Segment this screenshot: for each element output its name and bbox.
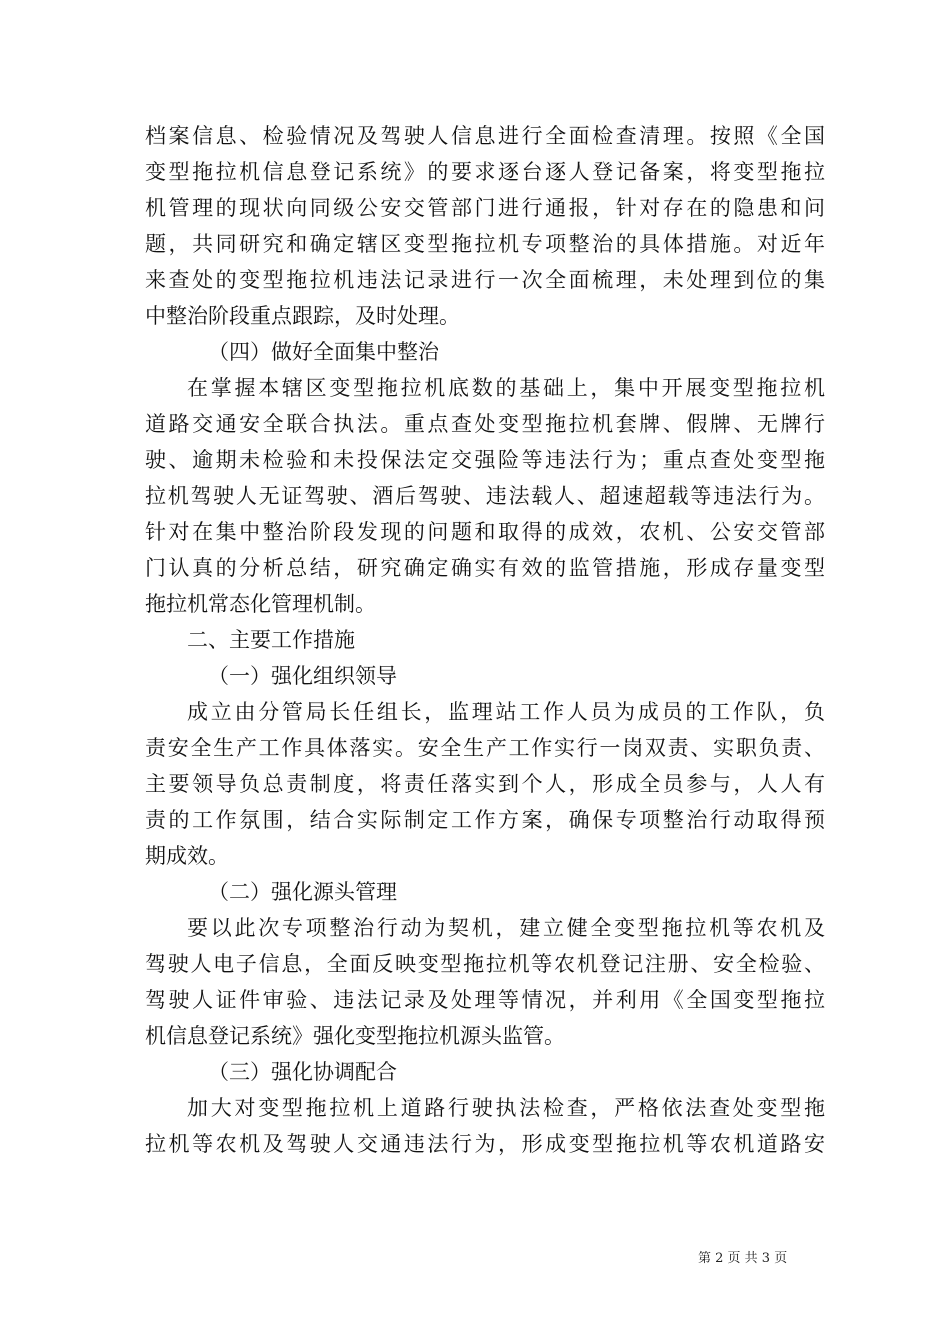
paragraph-line: 期成效。 <box>145 844 229 868</box>
paragraph-line: 来查处的变型拖拉机违法记录进行一次全面梳理，未处理到位的集 <box>145 268 825 292</box>
paragraph-line: 档案信息、检验情况及驾驶人信息进行全面检查清理。按照《全国 <box>145 124 825 148</box>
paragraph-line: 道路交通安全联合执法。重点查处变型拖拉机套牌、假牌、无牌行 <box>145 412 825 436</box>
paragraph-line: 责安全生产工作具体落实。安全生产工作实行一岗双责、实职负责、 <box>145 736 825 760</box>
paragraph-line: 拖拉机常态化管理机制。 <box>145 592 376 616</box>
paragraph-line: 驾驶人证件审验、违法记录及处理等情况，并利用《全国变型拖拉 <box>145 988 825 1012</box>
document-body <box>145 118 825 1162</box>
paragraph-line: 驾驶人电子信息，全面反映变型拖拉机等农机登记注册、安全检验、 <box>145 952 825 976</box>
page-number-footer: 第 2 页 共 3 页 <box>698 1251 788 1266</box>
paragraph-line: 题，共同研究和确定辖区变型拖拉机专项整治的具体措施。对近年 <box>145 232 825 256</box>
section-heading: （二）强化源头管理 <box>208 880 397 904</box>
paragraph-line: 成立由分管局长任组长，监理站工作人员为成员的工作队，负 <box>187 700 825 724</box>
paragraph-line: 拉机驾驶人无证驾驶、酒后驾驶、违法载人、超速超载等违法行为。 <box>145 484 825 508</box>
chapter-heading: 二、主要工作措施 <box>187 628 355 652</box>
paragraph-line: 要以此次专项整治行动为契机，建立健全变型拖拉机等农机及 <box>187 916 825 940</box>
paragraph-line: 责的工作氛围，结合实际制定工作方案，确保专项整治行动取得预 <box>145 808 825 832</box>
paragraph-line: 加大对变型拖拉机上道路行驶执法检查，严格依法查处变型拖 <box>187 1096 825 1120</box>
paragraph-line: 中整治阶段重点跟踪，及时处理。 <box>145 304 460 328</box>
section-heading: （三）强化协调配合 <box>208 1060 397 1084</box>
paragraph-line: 针对在集中整治阶段发现的问题和取得的成效，农机、公安交管部 <box>145 520 825 544</box>
paragraph-line: 拉机等农机及驾驶人交通违法行为，形成变型拖拉机等农机道路安 <box>145 1132 825 1156</box>
paragraph-line: 主要领导负总责制度，将责任落实到个人，形成全员参与，人人有 <box>145 772 825 796</box>
paragraph-line: 在掌握本辖区变型拖拉机底数的基础上，集中开展变型拖拉机 <box>187 376 825 400</box>
paragraph-line: 机信息登记系统》强化变型拖拉机源头监管。 <box>145 1024 565 1048</box>
section-heading: （四）做好全面集中整治 <box>208 340 439 364</box>
paragraph-line: 机管理的现状向同级公安交管部门进行通报，针对存在的隐患和问 <box>145 196 825 220</box>
section-heading: （一）强化组织领导 <box>208 664 397 688</box>
paragraph-line: 驶、逾期未检验和未投保法定交强险等违法行为；重点查处变型拖 <box>145 448 825 472</box>
paragraph-line: 变型拖拉机信息登记系统》的要求逐台逐人登记备案，将变型拖拉 <box>145 160 825 184</box>
paragraph-line: 门认真的分析总结，研究确定确实有效的监管措施，形成存量变型 <box>145 556 825 580</box>
